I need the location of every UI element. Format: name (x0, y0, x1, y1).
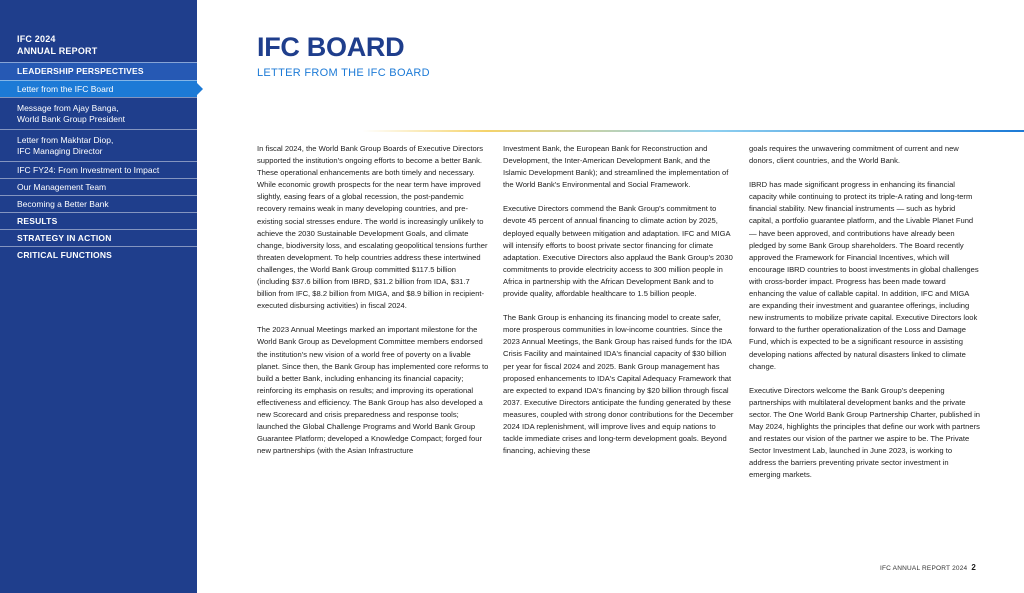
nav-section-leadership-perspectives[interactable] (0, 62, 197, 80)
report-title-year: IFC 2024 (17, 34, 56, 44)
sidebar-nav (0, 62, 197, 263)
paragraph: The 2023 Annual Meetings marked an important milestone for the World Bank Group as Development Committee members endorsed the institution's new vision of a world free of poverty on a livable planet. Since then, the Bank Group has implemented core reforms to build a better Bank, including enhancing its financial capacity; reinforcing its emphasis on results; and improving its operational effectiveness and efficiency. The Bank Group has also developed a new Scorecard and crisis preparedness and response tools; launched the Global Challenge Programs and World Bank Group Guarantee Platform; developed a Knowledge Compact; forged four new partnerships (with the Asian Infrastructure (257, 325, 489, 456)
report-title-name: ANNUAL REPORT (17, 46, 98, 56)
nav-label: IFC FY24: From Investment to Impact (17, 164, 160, 175)
active-indicator-arrow-icon (197, 83, 203, 95)
nav-label: STRATEGY IN ACTION (17, 232, 112, 243)
paragraph: Executive Directors commend the Bank Group's commitment to devote 45 percent of annual financing to climate action by 2025, deployed equally between mitigation and adaptation. IFC and MIGA will intensify efforts to boost private sector financing for climate adaptation. Executive Directors also applaud the Bank Group's 2030 commitments to provide electricity access to 300 million people in Africa in partnership with the African Development Bank and to provide quality, affordable healthcare to 1.5 billion people. (503, 204, 733, 299)
paragraph: IBRD has made significant progress in enhancing its financial capacity while continuing to protect its triple-A rating and long-term financial stability. New financial instruments — such as hybrid capital, a portfolio guarantee platform, and the Livable Planet Fund — have been approved, and contributions have already been pledged by some Bank Group shareholders. The Board recently approved the Framework for Financial Incentives, which will encourage IBRD countries to boost investments in global challenges with cross-border impact. Progress has been made toward enhancing the value of callable capital. In addition, IFC and MIGA are expanding their investment and guarantee offerings, including new instruments to mobilize private capital. Executive Directors look forward to the further operationalization of the Loss and Damage Fund, which is expected to be a significant resource in assisting developing nations affected by natural disasters linked to climate change. (749, 180, 979, 371)
page-title: IFC BOARD (257, 32, 405, 62)
body-column-2 (503, 143, 735, 469)
nav-section-critical-functions[interactable] (0, 246, 197, 263)
body-column-1 (257, 143, 489, 469)
nav-label: Letter from Makhtar Diop, IFC Managing Director (17, 134, 114, 156)
page-number: 2 (971, 563, 976, 572)
nav-item-investment-to-impact[interactable] (0, 161, 197, 178)
nav-item-letter-from-ifc-board[interactable] (0, 80, 197, 97)
nav-label: Our Management Team (17, 181, 107, 192)
nav-label: Becoming a Better Bank (17, 198, 109, 209)
nav-section-strategy-in-action[interactable] (0, 229, 197, 246)
gradient-divider (197, 130, 1024, 132)
footer-label: IFC ANNUAL REPORT 2024 (879, 565, 968, 572)
body-column-3 (749, 143, 981, 493)
paragraph: In fiscal 2024, the World Bank Group Boards of Executive Directors supported the institution's ongoing efforts to become a better Bank. These operational enhancements are both timely and necessary. While economic growth prospects for the near term have improved slightly, easing fears of a global recession, the post-pandemic recovery remains weak in many developing countries, and pre-existing social stresses endure. The world is increasingly unlikely to achieve the 2030 Sustainable Development Goals, and climate change, biodiversity loss, and escalating geopolitical tensions further threaten development. To help countries address these intertwined challenges, the World Bank Group committed $117.5 billion (including $37.6 billion from IBRD, $31.2 billion from IDA, $31.7 billion from IFC, $8.2 billion from MIGA, and $8.9 billion in recipient-executed disbursing activities) in fiscal 2024. (257, 144, 488, 311)
nav-label: CRITICAL FUNCTIONS (17, 249, 113, 260)
page-footer (880, 563, 976, 572)
page-subtitle: LETTER FROM THE IFC BOARD (257, 67, 430, 79)
sidebar (0, 0, 197, 593)
nav-item-message-from-ajay-banga[interactable] (0, 97, 197, 129)
nav-label: Message from Ajay Banga, World Bank Group President (17, 102, 126, 124)
nav-item-management-team[interactable] (0, 178, 197, 195)
paragraph: Executive Directors welcome the Bank Group's deepening partnerships with multilateral development banks and the private sector. The One World Bank Group Partnership Charter, published in May 2024, highlights the principles that define our work with partners and restates our vision of the partner we aspire to be. The Private Sector Investment Lab, launched in June 2023, is working to address the barriers preventing private sector investment in emerging markets. (749, 385, 981, 480)
paragraph: The Bank Group is enhancing its financing model to create safer, more prosperous communities in low-income countries. Since the 2023 Annual Meetings, the Bank Group has raised funds for the IDA Crisis Facility and maintained IDA's financial capacity of $30 billion per year for fiscal 2024 and 2025. Bank Group management has proposed enhancements to IDA's Capital Adequacy Framework that are expected to expand IDA's financing by $20 billion through fiscal 2037. Executive Directors anticipate the funding generated by these measures, coupled with strong donor contributions for the December 2024 IDA replenishment, will improve lives and equip nations to tackle immediate crises and long-term development goals. Beyond financing, achieving these (503, 313, 734, 456)
nav-item-letter-from-makhtar-diop[interactable] (0, 129, 197, 161)
paragraph: Investment Bank, the European Bank for Reconstruction and Development, the Inter-American Development Bank, and the Islamic Development Bank); and streamlined the implementation of the World Bank's Environmental and Social Framework. (503, 144, 729, 190)
nav-label: Letter from the IFC Board (17, 83, 114, 94)
nav-section-results[interactable] (0, 212, 197, 229)
report-title (17, 33, 97, 57)
paragraph: goals requires the unwavering commitment of current and new donors, client countries, and the World Bank. (749, 144, 959, 166)
nav-item-becoming-better-bank[interactable] (0, 195, 197, 212)
nav-label: LEADERSHIP PERSPECTIVES (17, 66, 144, 76)
nav-label: RESULTS (17, 215, 58, 226)
